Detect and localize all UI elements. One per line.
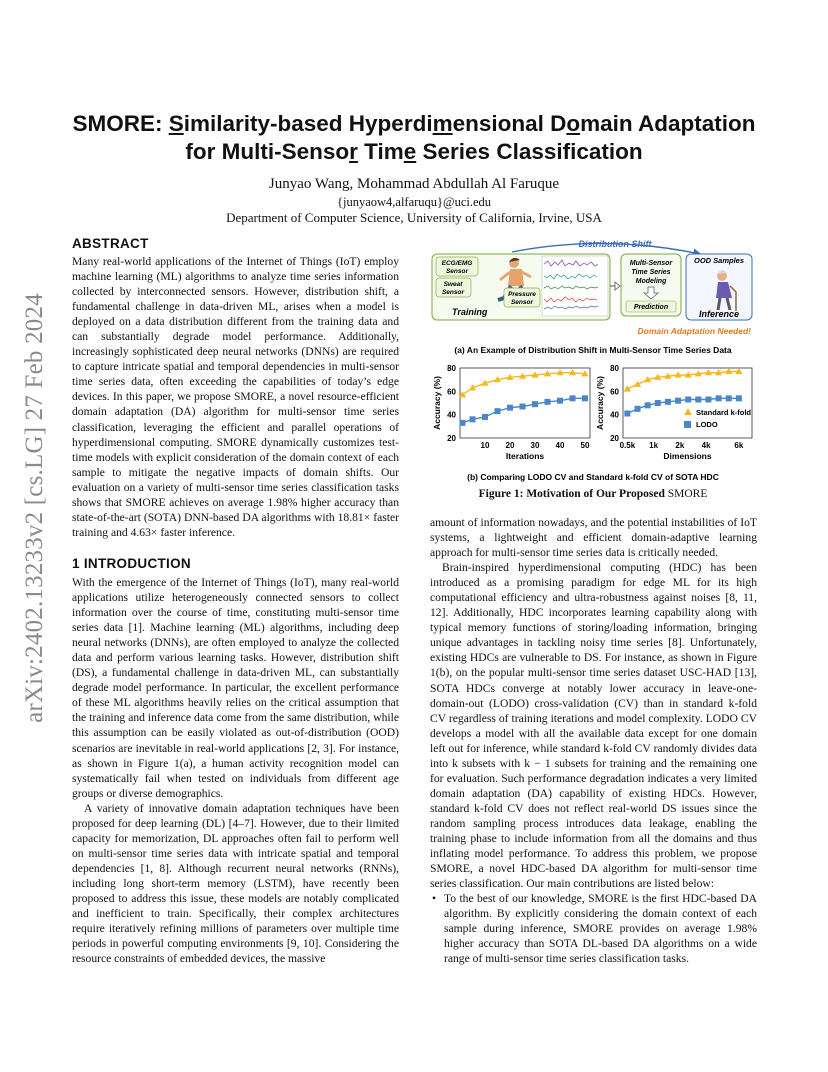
y-tick-label: 80 <box>610 364 619 373</box>
arxiv-side-stamp <box>18 288 52 728</box>
pressure-sensor-label-1: Pressure <box>508 291 536 298</box>
figure-1-caption: Figure 1: Motivation of Our Proposed SMORE <box>478 488 708 500</box>
chart-iterations <box>432 364 590 461</box>
intro-paragraph-3: amount of information nowadays, and the potential instabilities of IoT systems, a lightweight and efficient domain-adaptive learning approach for multi-sensor time series data is critically needed. <box>430 516 757 560</box>
data-point <box>570 395 576 401</box>
data-point <box>482 414 488 420</box>
prediction-label: Prediction <box>633 304 669 311</box>
panel-a-diagram <box>432 239 752 355</box>
x-tick-label: 10 <box>480 441 490 450</box>
data-point <box>736 395 742 401</box>
legend-label: Standard k-fold <box>696 408 752 417</box>
x-tick-label: 20 <box>505 441 515 450</box>
series-line <box>627 372 739 390</box>
x-tick-label: 30 <box>530 441 540 450</box>
data-point <box>520 404 526 410</box>
modeling-label-3: Modeling <box>635 278 667 285</box>
x-tick-label: 2k <box>675 441 685 450</box>
data-point <box>470 416 476 422</box>
to-modeling-arrowhead <box>615 282 620 290</box>
y-tick-label: 60 <box>610 387 619 397</box>
y-tick-label: 80 <box>447 364 456 373</box>
abstract-heading: ABSTRACT <box>72 236 149 251</box>
chart-dimensions <box>595 364 752 461</box>
x-tick-label: 0.5k <box>619 441 636 450</box>
data-point <box>685 397 691 403</box>
introduction-left-column <box>72 575 399 966</box>
panel-b-caption: (b) Comparing LODO CV and Standard k-fold CV of SOTA HDC <box>467 472 719 482</box>
intro-paragraph-1: With the emergence of the Internet of Things (IoT), many real-world applications utilize heterogeneously connected sensors to collect information over the course of time, constituting multi-sensor time series data [1]. Machine learning (ML) algorithms, including deep neural networks (DNNs), are often employed to analyze the collected data and perform various learning tasks. However, distribution shift (DS), a fundamental challenge in data-driven ML, can substantially degrade model performance. In particular, the excellent performance of these ML algorithms heavily relies on the critical assumption that the training and inference data come from the same distribution, while this assumption can be easily violated as out-of-distribution (OOD) scenarios are inevitable in real-world applications [2, 3]. For instance, as shown in Figure 1(a), a human activity recognition model can systematically fail when tested on individuals from different age groups or diverse demographics. <box>72 576 399 800</box>
contribution-item-1: • To the best of our knowledge, SMORE is the first HDC-based DA algorithm. By explicitly considering the domain context of each sample during inference, SMORE provides on average 1.98% higher accuracy than SOTA DL-based DA algorithms on a wide range of multi-sensor time series classification tasks. <box>444 891 757 966</box>
author-emails: {junyaow4,alfaruqu}@uci.edu <box>336 195 492 209</box>
data-point <box>557 398 563 404</box>
data-point <box>695 397 701 403</box>
figure-1-graphic <box>430 236 756 486</box>
domain-adaptation-needed-label: Domain Adaptation Needed! <box>637 326 751 336</box>
y-tick-label: 20 <box>447 434 456 443</box>
y-axis-label: Accuracy (%) <box>432 376 442 430</box>
contributions-list <box>430 891 757 966</box>
modeling-label-1: Multi-Sensor <box>629 260 673 267</box>
training-label: Training <box>452 307 488 317</box>
y-axis-label: Accuracy (%) <box>595 376 605 430</box>
modeling-label-2: Time Series <box>631 269 671 276</box>
authors: Junyao Wang, Mohammad Abdullah Al Faruque <box>268 176 560 192</box>
ecg-sensor-label-1: ECG/EMG <box>441 260 473 267</box>
pressure-sensor-label-2: Sensor <box>510 299 534 306</box>
x-axis-label: Iterations <box>505 451 545 461</box>
y-tick-label: 40 <box>447 410 456 420</box>
data-point <box>624 411 630 417</box>
y-tick-label: 40 <box>610 410 619 420</box>
panel-a-caption: (a) An Example of Distribution Shift in Multi-Sensor Time Series Data <box>454 345 732 355</box>
y-tick-label: 20 <box>610 434 619 443</box>
abstract-body <box>72 254 399 540</box>
title-line-1: SMORE: Similarity-based Hyperdimensional Domain Adaptation <box>72 111 756 136</box>
introduction-right-column <box>430 515 757 966</box>
data-point <box>705 397 711 403</box>
x-tick-label: 50 <box>580 441 590 450</box>
intro-paragraph-4: Brain-inspired hyperdimensional computing (HDC) has been introduced as a promising paradigm for edge ML for its high computational efficiency and ultra-robustness against noises [8, 11, 12]. Additionally, HDC incorporates learning capability along with typical memory functions of storing/loading information, bringing unique advantages in tackling noisy time series [8]. Unfortunately, existing HDCs are vulnerable to DS. For instance, as shown in Figure 1(b), on the popular multi-sensor time series dataset USC-HAD [13], SOTA HDCs converge at notably lower accuracy in leave-one-domain-out (LODO) cross-validation (CV) than in standard k-fold CV regardless of training iterations and model complexity. LODO CV develops a model with all the available data except for one domain left out for inference, while standard k-fold CV randomly divides data into k subsets with k − 1 subsets for training and the remaining one for evaluation. Such performance degradation indicates a very limited domain adaptation (DA) capability of existing HDCs. However, standard k-fold CV does not reflect real-world DS issues since the random sampling process introduces data leakage, enabling the training phase to include information from all the domains and thus inflating model performance. To address this problem, we propose SMORE, a novel HDC-based DA algorithm for multi-sensor time series classification. Our main contributions are listed below: <box>430 561 757 891</box>
data-point <box>726 395 732 401</box>
sensor-signal-traces <box>542 256 608 316</box>
ood-samples-label: OOD Samples <box>693 256 745 265</box>
x-tick-label: 4k <box>701 441 711 450</box>
y-tick-label: 60 <box>447 387 456 397</box>
data-point <box>545 399 551 405</box>
data-point <box>635 406 641 412</box>
data-point <box>495 408 501 414</box>
affiliation: Department of Computer Science, University of California, Irvine, USA <box>226 210 602 225</box>
x-axis-label: Dimensions <box>663 451 712 461</box>
x-tick-label: 40 <box>555 441 565 450</box>
data-point <box>675 398 681 404</box>
figure-1 <box>430 236 756 504</box>
data-point <box>582 395 588 401</box>
arxiv-id: arXiv:2402.13233v2 [cs.LG] 27 Feb 2024 <box>21 293 48 723</box>
data-point <box>655 400 661 406</box>
inference-label: Inference <box>698 309 740 319</box>
ecg-sensor-label-2: Sensor <box>445 268 469 275</box>
x-tick-label: 1k <box>649 441 659 450</box>
sweat-sensor-label-2: Sensor <box>441 289 465 296</box>
paper-title <box>60 110 768 166</box>
introduction-heading: 1 INTRODUCTION <box>72 556 191 571</box>
data-point <box>645 402 651 408</box>
data-point <box>665 399 671 405</box>
intro-paragraph-2: A variety of innovative domain adaptation techniques have been proposed for deep learning (DL) [4–7]. However, due to their limited capacity for memorization, DL approaches often fail to perform well on multi-sensor time series data with intricate spatial and temporal dependencies [1, 8]. Although recurrent neural networks (RNNs), including long short-term memory (LSTM), have recently been proposed to address this issue, these models are notably complicated and inefficient to train. Specifically, their complex architectures require iteratively refining millions of parameters over multiple time periods in powerful computing environments [9, 10]. Considering the resource constraints of embedded devices, the massive <box>72 801 399 966</box>
data-point <box>532 401 538 407</box>
abstract-text: Many real-world applications of the Internet of Things (IoT) employ machine learning (ML) algorithms to analyze time series information collected by interconnected sensors. However, distribution shift, a fundamental challenge in data-driven ML, arises when a model is deployed on a data distribution different from the training data and can substantially degrade model performance. Additionally, increasingly sophisticated deep neural networks (DNNs) are required to capture intricate spatial and temporal dependencies in multi-sensor time series data, often exceeding the capabilities of today’s edge devices. In this paper, we propose SMORE, a novel resource-efficient domain adaptation (DA) algorithm for multi-sensor time series classification, leveraging the efficient and parallel operations of hyperdimensional computing. SMORE dynamically customizes test-time models with explicit consideration of the domain context of each sample to mitigate the negative impacts of domain shifts. Our evaluation on a variety of multi-sensor time series classification tasks shows that SMORE achieves on average 1.98% higher accuracy than state-of-the-art (SOTA) DNN-based DA algorithms with 18.81× faster training and 4.63× faster inference. <box>72 255 399 539</box>
data-point <box>507 405 513 411</box>
legend-marker <box>684 408 692 415</box>
legend-marker <box>684 421 691 428</box>
data-point <box>460 420 466 426</box>
x-tick-label: 6k <box>734 441 744 450</box>
series-line <box>463 398 586 423</box>
sweat-sensor-label-1: Sweat <box>443 281 463 288</box>
data-point <box>716 395 722 401</box>
title-line-2: for Multi-Sensor Time Series Classification <box>185 139 643 164</box>
distribution-shift-label: Distribution Shift <box>578 239 652 249</box>
legend-label: LODO <box>696 420 718 429</box>
